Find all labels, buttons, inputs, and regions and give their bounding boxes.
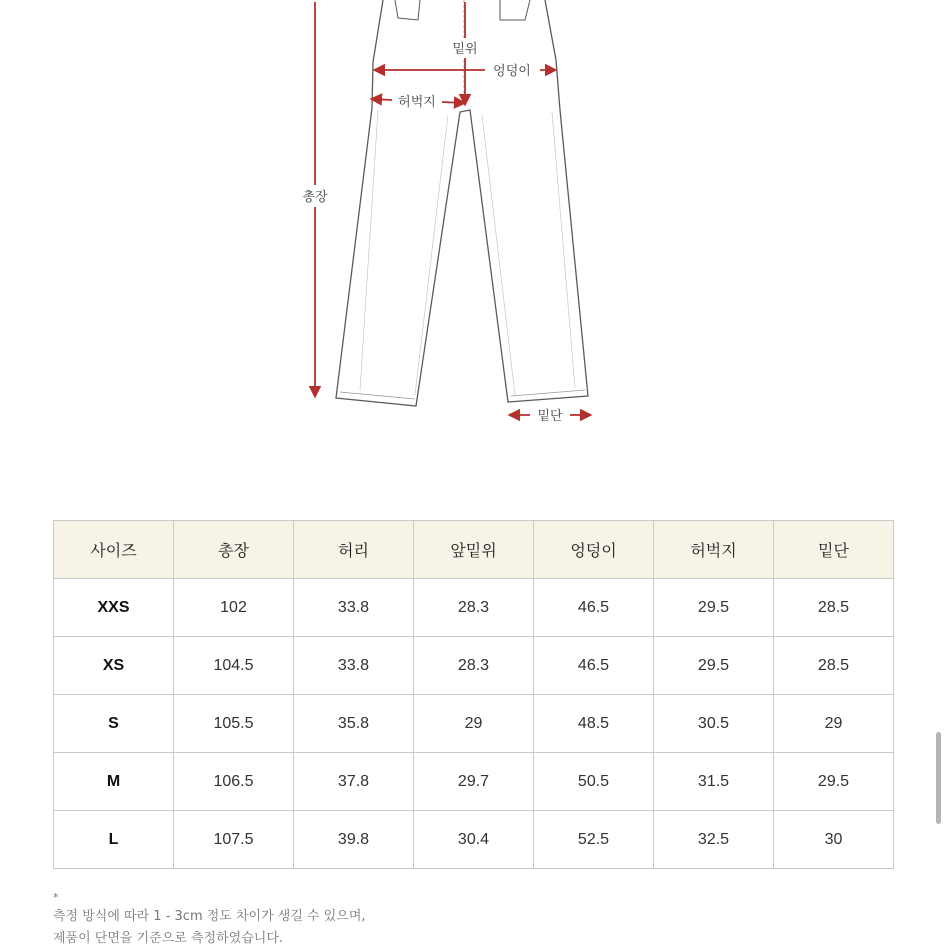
cell-waist: 33.8 [294, 637, 414, 695]
size-table [53, 520, 894, 869]
cell-front-rise: 28.3 [414, 637, 534, 695]
length-label: 총장 [302, 190, 328, 205]
scrollbar-thumb[interactable] [936, 732, 941, 824]
header-length: 총장 [174, 521, 294, 579]
table-row [54, 637, 894, 695]
cell-waist: 35.8 [294, 695, 414, 753]
thigh-label: 허벅지 [398, 95, 436, 110]
cell-size: M [54, 753, 174, 811]
table-row [54, 811, 894, 869]
cell-thigh: 31.5 [654, 753, 774, 811]
cell-hem: 30 [774, 811, 894, 869]
header-hem: 밑단 [774, 521, 894, 579]
cell-size: L [54, 811, 174, 869]
cell-front-rise: 28.3 [414, 579, 534, 637]
header-thigh: 허벅지 [654, 521, 774, 579]
cell-waist: 33.8 [294, 579, 414, 637]
header-size: 사이즈 [54, 521, 174, 579]
header-front-rise: 앞밑위 [414, 521, 534, 579]
cell-hip: 46.5 [534, 579, 654, 637]
cell-hem: 28.5 [774, 579, 894, 637]
cell-length: 104.5 [174, 637, 294, 695]
cell-size: XS [54, 637, 174, 695]
cell-hip: 48.5 [534, 695, 654, 753]
table-header-row [54, 521, 894, 579]
thigh-arrow-right [442, 102, 464, 103]
measurement-notes [53, 890, 366, 950]
rise-label: 밑위 [452, 42, 478, 57]
cell-size: XXS [54, 579, 174, 637]
cell-thigh: 29.5 [654, 637, 774, 695]
cell-front-rise: 29 [414, 695, 534, 753]
hip-label: 엉덩이 [493, 64, 531, 79]
cell-waist: 39.8 [294, 811, 414, 869]
cell-length: 106.5 [174, 753, 294, 811]
header-waist: 허리 [294, 521, 414, 579]
cell-hem: 29 [774, 695, 894, 753]
cell-length: 107.5 [174, 811, 294, 869]
table-row [54, 579, 894, 637]
cell-hip: 50.5 [534, 753, 654, 811]
hem-label: 밑단 [537, 409, 563, 424]
note-line-1: 측정 방식에 따라 1 - 3cm 정도 차이가 생길 수 있으며, [53, 909, 366, 924]
cell-length: 102 [174, 579, 294, 637]
cell-thigh: 32.5 [654, 811, 774, 869]
note-line-2: 제품이 단면을 기준으로 측정하였습니다. [53, 931, 284, 946]
note-asterisk: * [53, 891, 59, 904]
table-row [54, 753, 894, 811]
table-row [54, 695, 894, 753]
cell-hem: 28.5 [774, 637, 894, 695]
header-hip: 엉덩이 [534, 521, 654, 579]
cell-hip: 46.5 [534, 637, 654, 695]
pants-outline [336, 0, 588, 406]
cell-hip: 52.5 [534, 811, 654, 869]
cell-waist: 37.8 [294, 753, 414, 811]
thigh-arrow-left [372, 99, 392, 100]
cell-front-rise: 29.7 [414, 753, 534, 811]
pants-measurement-diagram [0, 0, 947, 440]
cell-front-rise: 30.4 [414, 811, 534, 869]
cell-thigh: 29.5 [654, 579, 774, 637]
cell-length: 105.5 [174, 695, 294, 753]
cell-size: S [54, 695, 174, 753]
cell-hem: 29.5 [774, 753, 894, 811]
cell-thigh: 30.5 [654, 695, 774, 753]
